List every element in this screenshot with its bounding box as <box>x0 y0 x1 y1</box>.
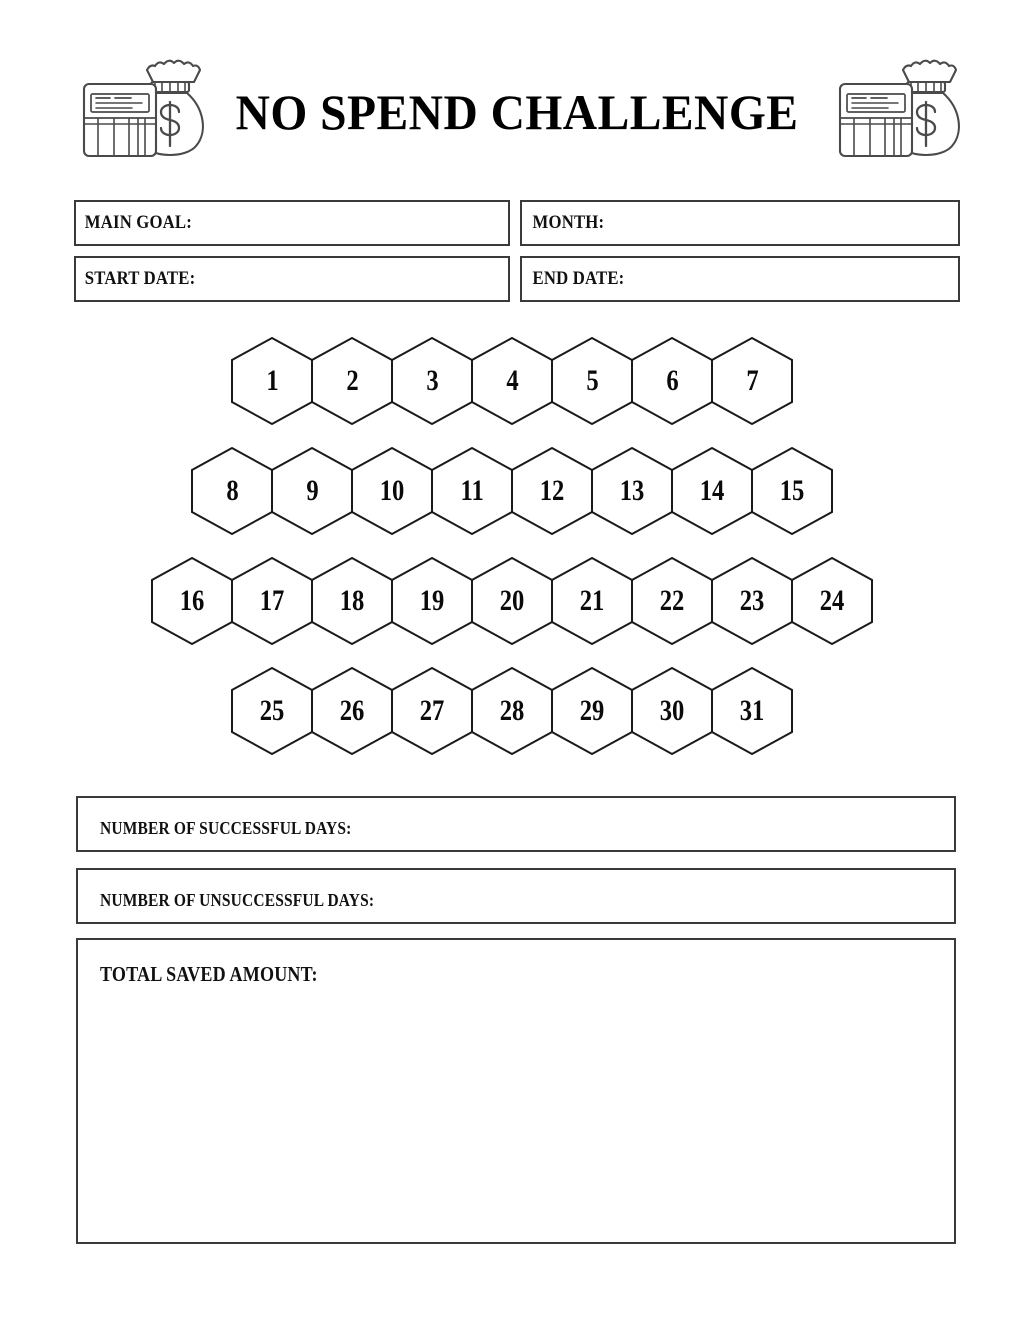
day-hexagon-30[interactable] <box>628 666 716 756</box>
field-label-end-date: END DATE: <box>532 268 625 289</box>
day-hexagon-1[interactable] <box>228 336 316 426</box>
field-total-saved-amount[interactable] <box>76 938 956 1244</box>
day-hexagon-5[interactable] <box>548 336 636 426</box>
day-hexagon-20[interactable] <box>468 556 556 646</box>
day-number: 30 <box>659 694 685 727</box>
day-hexagon-27[interactable] <box>388 666 476 756</box>
day-tracker-grid <box>0 336 1024 756</box>
day-number: 20 <box>499 584 525 617</box>
day-number: 3 <box>425 364 439 397</box>
day-hexagon-17[interactable] <box>228 556 316 646</box>
day-number: 1 <box>265 364 279 397</box>
day-hexagon-6[interactable] <box>628 336 716 426</box>
day-number: 16 <box>179 584 205 617</box>
field-label-total-saved-amount: TOTAL SAVED AMOUNT: <box>100 962 318 986</box>
field-start-date[interactable] <box>74 256 510 302</box>
day-hexagon-23[interactable] <box>708 556 796 646</box>
day-number: 17 <box>259 584 285 617</box>
page-header <box>74 52 960 172</box>
day-number: 29 <box>579 694 605 727</box>
day-hexagon-28[interactable] <box>468 666 556 756</box>
day-number: 27 <box>419 694 445 727</box>
day-number: 28 <box>499 694 525 727</box>
page-title: NO SPEND CHALLENGE <box>235 84 799 140</box>
day-number: 6 <box>665 364 679 397</box>
day-tracker-row <box>0 556 1024 646</box>
day-number: 23 <box>739 584 765 617</box>
day-hexagon-4[interactable] <box>468 336 556 426</box>
day-hexagon-9[interactable] <box>268 446 356 536</box>
day-number: 26 <box>339 694 365 727</box>
day-hexagon-8[interactable] <box>188 446 276 536</box>
field-unsuccessful-days[interactable] <box>76 868 956 924</box>
day-hexagon-18[interactable] <box>308 556 396 646</box>
day-number: 19 <box>419 584 445 617</box>
money-bag-and-bill-icon <box>74 57 204 167</box>
day-hexagon-21[interactable] <box>548 556 636 646</box>
day-hexagon-14[interactable] <box>668 446 756 536</box>
day-number: 21 <box>579 584 605 617</box>
day-hexagon-10[interactable] <box>348 446 436 536</box>
day-hexagon-31[interactable] <box>708 666 796 756</box>
day-hexagon-24[interactable] <box>788 556 876 646</box>
day-number: 15 <box>779 474 805 507</box>
day-number: 10 <box>379 474 405 507</box>
field-label-month: MONTH: <box>532 212 605 233</box>
day-number: 7 <box>745 364 759 397</box>
day-tracker-row <box>0 336 1024 426</box>
day-number: 24 <box>819 584 845 617</box>
day-hexagon-11[interactable] <box>428 446 516 536</box>
field-label-unsuccessful-days: NUMBER OF UNSUCCESSFUL DAYS: <box>100 890 375 910</box>
day-number: 11 <box>460 474 484 507</box>
day-number: 5 <box>585 364 599 397</box>
day-hexagon-12[interactable] <box>508 446 596 536</box>
day-hexagon-16[interactable] <box>148 556 236 646</box>
field-successful-days[interactable] <box>76 796 956 852</box>
field-end-date[interactable] <box>520 256 960 302</box>
day-number: 18 <box>339 584 365 617</box>
day-hexagon-3[interactable] <box>388 336 476 426</box>
day-hexagon-26[interactable] <box>308 666 396 756</box>
day-number: 13 <box>619 474 645 507</box>
day-number: 2 <box>345 364 359 397</box>
day-number: 8 <box>225 474 239 507</box>
day-number: 9 <box>305 474 319 507</box>
field-label-successful-days: NUMBER OF SUCCESSFUL DAYS: <box>100 818 352 838</box>
day-hexagon-15[interactable] <box>748 446 836 536</box>
day-number: 22 <box>659 584 685 617</box>
day-hexagon-2[interactable] <box>308 336 396 426</box>
field-label-main-goal: MAIN GOAL: <box>84 212 192 233</box>
day-hexagon-13[interactable] <box>588 446 676 536</box>
money-bag-and-bill-icon <box>830 57 960 167</box>
day-hexagon-19[interactable] <box>388 556 476 646</box>
day-number: 12 <box>539 474 565 507</box>
day-hexagon-29[interactable] <box>548 666 636 756</box>
day-number: 25 <box>259 694 285 727</box>
day-hexagon-25[interactable] <box>228 666 316 756</box>
field-label-start-date: START DATE: <box>84 268 196 289</box>
field-month[interactable] <box>520 200 960 246</box>
day-hexagon-7[interactable] <box>708 336 796 426</box>
day-tracker-row <box>0 446 1024 536</box>
day-number: 4 <box>505 364 519 397</box>
day-number: 31 <box>739 694 765 727</box>
day-number: 14 <box>699 474 725 507</box>
day-hexagon-22[interactable] <box>628 556 716 646</box>
field-main-goal[interactable] <box>74 200 510 246</box>
day-tracker-row <box>0 666 1024 756</box>
